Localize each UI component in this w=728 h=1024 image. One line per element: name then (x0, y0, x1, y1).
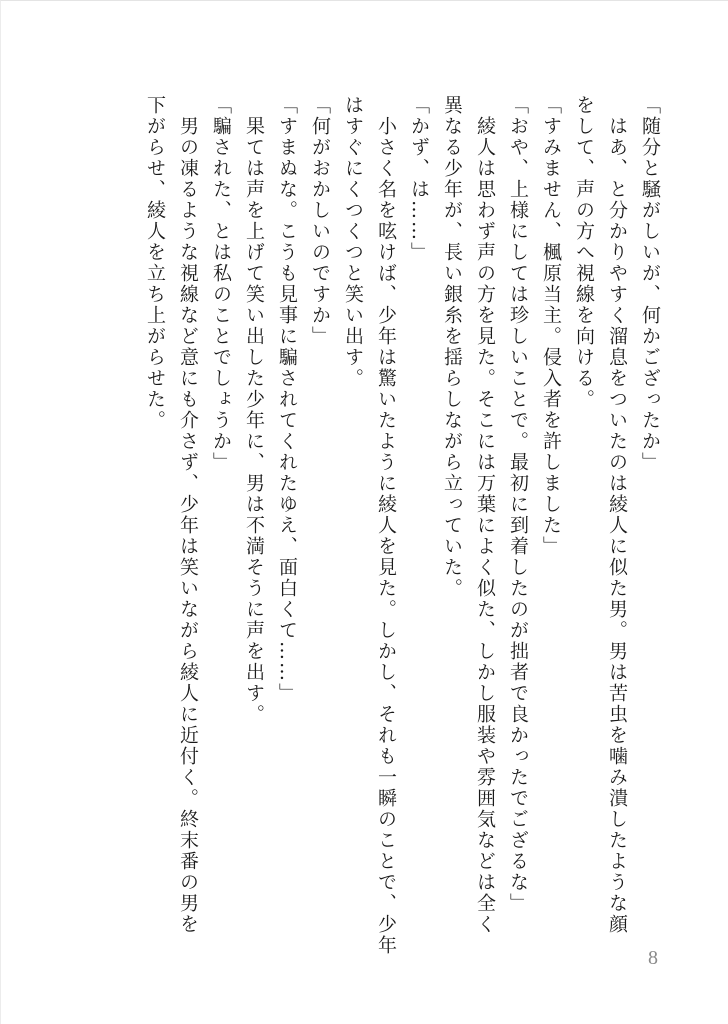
text-line: 「騙された、とは私のことでしょうか」 (210, 95, 232, 473)
text-line: 綾人は思わず声の方を見た。そこには万葉によく似た、しかし服装や雰囲気などは全く (474, 95, 496, 935)
text-line: 小さく名を呟けば、少年は驚いたように綾人を見た。しかし、それも一瞬のことで、少年 (375, 95, 397, 956)
body-text (138, 95, 666, 956)
text-line: 「おや、上様にしては珍しいことで。最初に到着したのが拙者で良かったでござるな」 (507, 95, 529, 914)
page-number: 8 (648, 947, 658, 969)
text-line: をして、声の方へ視線を向ける。 (573, 95, 595, 410)
text-line: 果ては声を上げて笑い出した少年に、男は不満そうに声を出す。 (243, 95, 265, 725)
text-line: 「かず、は……」 (408, 95, 430, 263)
text-line: 異なる少年が、長い銀糸を揺らしながら立っていた。 (441, 95, 463, 599)
text-line: はあ、と分かりやすく溜息をついたのは綾人に似た男。男は苦虫を噛み潰したような顔 (606, 95, 628, 935)
text-line: 「何がおかしいのですか」 (309, 95, 331, 347)
text-line: 下がらせ、綾人を立ち上がらせた。 (144, 95, 166, 431)
text-line: 「随分と騒がしいが、何かござったか」 (639, 95, 661, 473)
text-line: 男の凍るような視線など意にも介さず、少年は笑いながら綾人に近付く。終末番の男を (177, 95, 199, 935)
text-line: はすぐにくつくつと笑い出す。 (342, 95, 364, 389)
text-line: 「すまぬな。こうも見事に騙されてくれたゆえ、面白くて……」 (276, 95, 298, 704)
text-line: 「すみません、楓原当主。侵入者を許しました」 (540, 95, 562, 557)
